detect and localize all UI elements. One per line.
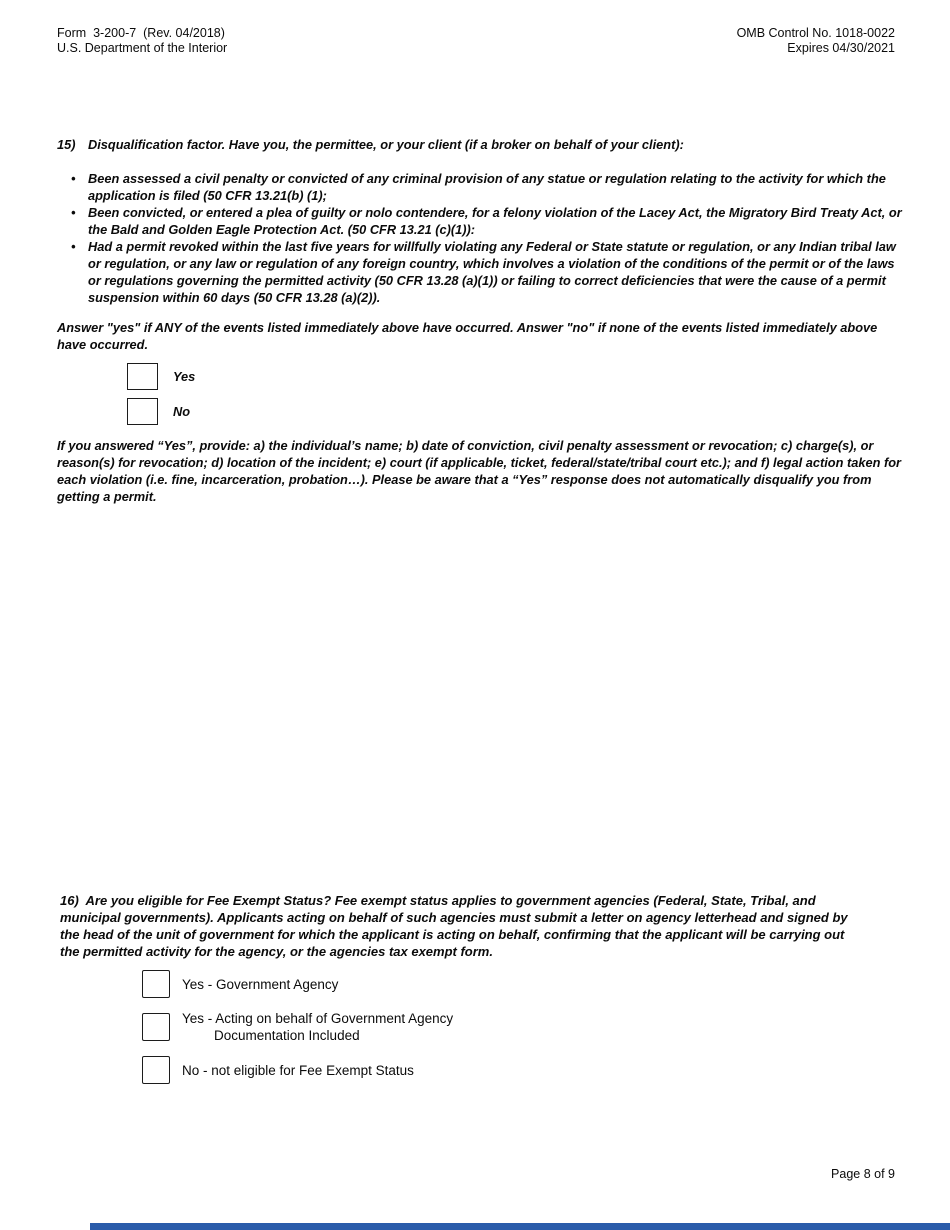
question-15-section — [57, 136, 908, 505]
question-15-heading — [57, 136, 908, 153]
omb-control-number: OMB Control No. 1018-0022 — [736, 26, 895, 40]
header-right — [737, 26, 895, 56]
bottom-blue-strip — [90, 1223, 950, 1230]
bullet-text: Been convicted, or entered a plea of guilty or nolo contendere, for a felony violation of the Lacey Act, the Migratory Bird Treaty Act, or the Bald and Golden Eagle Protection Act. (50 CFR 13.21 (c)(1)): — [88, 205, 902, 237]
bullet-item — [57, 204, 908, 238]
question-15-number: 15) — [57, 137, 76, 152]
q15-yes-checkbox[interactable] — [127, 363, 158, 390]
fee-exempt-option-not-eligible — [142, 1056, 860, 1084]
bullet-item — [57, 170, 908, 204]
option-label: Yes - Government Agency — [182, 976, 339, 992]
option-sub-label: Documentation Included — [214, 1028, 360, 1043]
q15-no-checkbox[interactable] — [127, 398, 158, 425]
bullet-text: Been assessed a civil penalty or convicted of any criminal provision of any statue or regulation relating to the activity for which the application is filed (50 CFR 13.21(b) (1); — [88, 171, 886, 203]
option-label: Yes - Acting on behalf of Government Agency — [182, 1011, 454, 1026]
question-15-title: Disqualification factor. Have you, the permittee, or your client (if a broker on behalf of your client): — [88, 137, 684, 152]
fee-exempt-yes-behalf-checkbox[interactable] — [142, 1013, 170, 1041]
question-16-text: 16) Are you eligible for Fee Exempt Status? Fee exempt status applies to government agencies (Federal, State, Tribal, and municipal governments). Applicants acting on behalf of such agencies must submit a letter on agency letterhead and signed by the head of the unit of government for which the applicant is acting on behalf, confirming that the applicant will be carrying out the permitted activity for the agency, or the agencies tax exempt form. — [60, 893, 852, 959]
header-left — [57, 26, 227, 56]
fee-exempt-option-gov-agency — [142, 970, 860, 998]
fee-exempt-yes-gov-checkbox[interactable] — [142, 970, 170, 998]
if-yes-instructions: If you answered “Yes”, provide: a) the individual’s name; b) date of conviction, civil penalty assessment or revocation; c) charge(s), or reason(s) for revocation; d) location of the incident; e) court (if applicable, ticket, federal/state/tribal court etc.); and f) legal action taken for each violation (i.e. fine, incarceration, probation…). Please be aware that a “Yes” response does not automatically disqualify you from getting a permit. — [57, 438, 902, 504]
fee-exempt-no-checkbox[interactable] — [142, 1056, 170, 1084]
expiration-date: Expires 04/30/2021 — [787, 41, 895, 55]
question-16-options — [60, 970, 860, 1084]
q15-no-label: No — [173, 404, 191, 419]
fee-exempt-option-on-behalf — [142, 1010, 860, 1044]
bullet-item — [57, 238, 908, 306]
department-name: U.S. Department of the Interior — [57, 41, 228, 55]
question-16-section — [60, 892, 860, 1096]
q15-yes-label: Yes — [173, 369, 196, 384]
question-15-bullet-list — [57, 170, 908, 306]
answer-instruction: Answer "yes" if ANY of the events listed immediately above have occurred. Answer "no" if none of the events listed immediately above have occurred. — [57, 320, 881, 352]
bullet-text: Had a permit revoked within the last five years for willfully violating any Federal or State statute or regulation, or any Indian tribal law or regulation, or any law or regulation of any foreign country, which involves a violation of the conditions of the permit or of the laws or regulations governing the permitted activity (50 CFR 13.28 (a)(1)) or failing to correct deficiencies that were the cause of a permit suspension within 60 days (50 CFR 13.28 (a)(2)). — [88, 239, 896, 305]
q15-yes-row — [127, 363, 908, 390]
form-number: Form 3-200-7 (Rev. 04/2018) — [57, 26, 225, 40]
page-number: Page 8 of 9 — [831, 1167, 895, 1181]
option-label-group — [182, 1010, 453, 1044]
q15-no-row — [127, 398, 908, 425]
option-label: No - not eligible for Fee Exempt Status — [182, 1062, 414, 1078]
